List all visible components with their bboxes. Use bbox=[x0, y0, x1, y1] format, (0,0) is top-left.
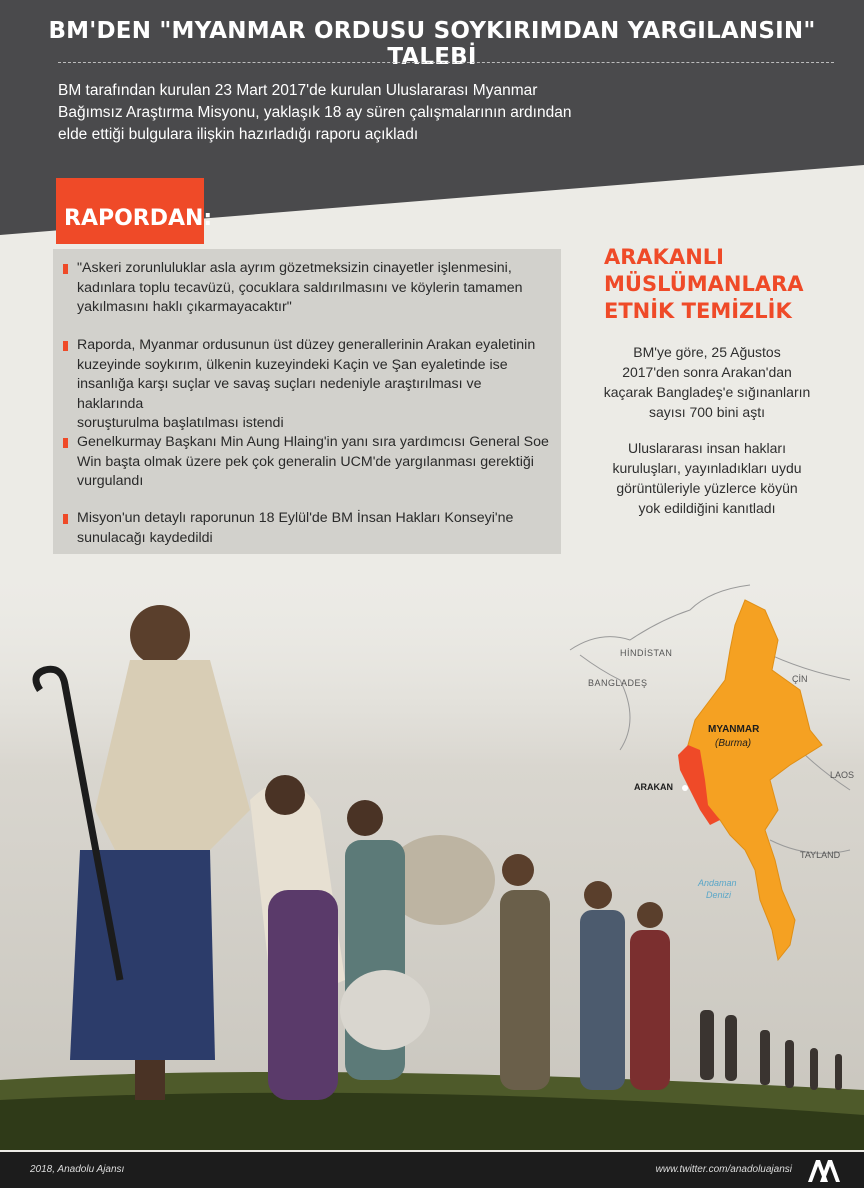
bullet-line: Genelkurmay Başkanı Min Aung Hlaing'in yanı sıra yardımcısı General Soe bbox=[77, 434, 549, 450]
sidebar-line: Uluslararası insan hakları bbox=[628, 440, 786, 456]
intro-line: elde ettiği bulgulara ilişkin hazırladığı raporu açıkladı bbox=[58, 126, 419, 143]
bullet-marker bbox=[63, 264, 68, 274]
map-label-laos: LAOS bbox=[830, 770, 855, 780]
map-label-sea2: Denizi bbox=[706, 890, 732, 900]
sidebar-paragraph-refugees bbox=[590, 342, 824, 422]
report-bullet bbox=[63, 509, 551, 548]
bullet-line: kuzeyinde soykırım, ülkenin kuzeyindeki Kaçin ve Şan eyaletinde ise bbox=[77, 356, 508, 373]
bullet-line: yakılmasını haklı çıkarmayacaktır" bbox=[77, 299, 292, 315]
report-bullet bbox=[63, 433, 551, 492]
sidebar-line: BM'ye göre, 25 Ağustos bbox=[633, 344, 781, 360]
arakan-marker bbox=[682, 785, 688, 791]
intro-line: Bağımsız Araştırma Misyonu, yaklaşık 18 ay süren çalışmalarının ardından bbox=[58, 104, 572, 121]
bullet-line: sunulacağı kaydedildi bbox=[77, 529, 213, 546]
page-title: BM'DEN "MYANMAR ORDUSU SOYKIRIMDAN YARGILANSIN" TALEBİ bbox=[48, 18, 816, 70]
footer-copyright: 2018, Anadolu Ajansı bbox=[30, 1164, 125, 1175]
sidebar-line: kaçarak Bangladeş'e sığınanların bbox=[603, 384, 811, 400]
map-label-sea1: Andaman bbox=[698, 878, 737, 888]
bullet-line: Misyon'un detaylı raporunun 18 Eylül'de BM İnsan Hakları Konseyi'ne bbox=[77, 510, 514, 526]
bullet-marker bbox=[63, 341, 68, 351]
intro-text bbox=[58, 80, 618, 146]
sidebar-title-line: ARAKANLI bbox=[604, 245, 724, 269]
sidebar-line: kuruluşları, yayınladıkları uydu bbox=[612, 460, 802, 476]
map-label-arakan: ARAKAN bbox=[634, 782, 673, 792]
myanmar-shape bbox=[685, 600, 822, 960]
report-badge-label: RAPORDAN: bbox=[64, 206, 213, 231]
map-label-india: HİNDİSTAN bbox=[620, 648, 673, 658]
sidebar-title-line: MÜSLÜMANLARA bbox=[604, 272, 804, 296]
bullet-line: vurgulandı bbox=[77, 473, 144, 489]
bullet-line: Win başta olmak üzere pek çok generalin UCM'de yargılanması gerektiği bbox=[77, 453, 534, 470]
sidebar-line: sayısı 700 bini aştı bbox=[649, 404, 765, 420]
bullet-marker bbox=[63, 514, 68, 524]
sidebar-line: yok edildiğini kanıtladı bbox=[638, 500, 776, 516]
bullet-marker bbox=[63, 438, 68, 448]
sidebar-title-line: ETNİK TEMİZLİK bbox=[604, 299, 792, 323]
aa-logo-icon bbox=[806, 1156, 842, 1184]
report-bullet bbox=[63, 259, 551, 318]
report-bullet bbox=[63, 336, 551, 434]
map-label-myanmar: MYANMAR bbox=[708, 724, 760, 735]
bullet-line: Raporda, Myanmar ordusunun üst düzey generallerinin Arakan eyaletinin bbox=[77, 337, 536, 353]
myanmar-map bbox=[560, 580, 860, 980]
map-label-bangladesh: BANGLADEŞ bbox=[588, 678, 648, 688]
footer bbox=[0, 1152, 864, 1188]
bullet-line: soruşturulma başlatılması istendi bbox=[77, 415, 284, 431]
sidebar-line: görüntüleriyle yüzlerce köyün bbox=[616, 480, 798, 496]
sidebar-paragraph-villages bbox=[590, 438, 824, 518]
map-label-burma: (Burma) bbox=[715, 738, 752, 749]
map-label-thailand: TAYLAND bbox=[800, 850, 841, 860]
map-label-china: ÇİN bbox=[792, 674, 808, 684]
sidebar-title bbox=[604, 244, 824, 325]
footer-twitter-link[interactable]: www.twitter.com/anadoluajansi bbox=[655, 1164, 792, 1175]
report-badge bbox=[56, 178, 213, 244]
bullet-line: insanlığa karşı suçlar ve savaş suçları nedeniyle araştırılması ve haklarında bbox=[77, 376, 482, 412]
report-box bbox=[53, 249, 561, 554]
title-divider bbox=[58, 62, 834, 63]
intro-line: BM tarafından kurulan 23 Mart 2017'de kurulan Uluslararası Myanmar bbox=[58, 82, 538, 99]
bullet-line: kadınlara toplu tecavüzü, çocuklara saldırılmasını ve köylerin tamamen bbox=[77, 279, 523, 296]
bullet-line: "Askeri zorunluluklar asla ayrım gözetmeksizin cinayetler işlenmesini, bbox=[77, 260, 512, 276]
sidebar-line: 2017'den sonra Arakan'dan bbox=[622, 364, 792, 380]
